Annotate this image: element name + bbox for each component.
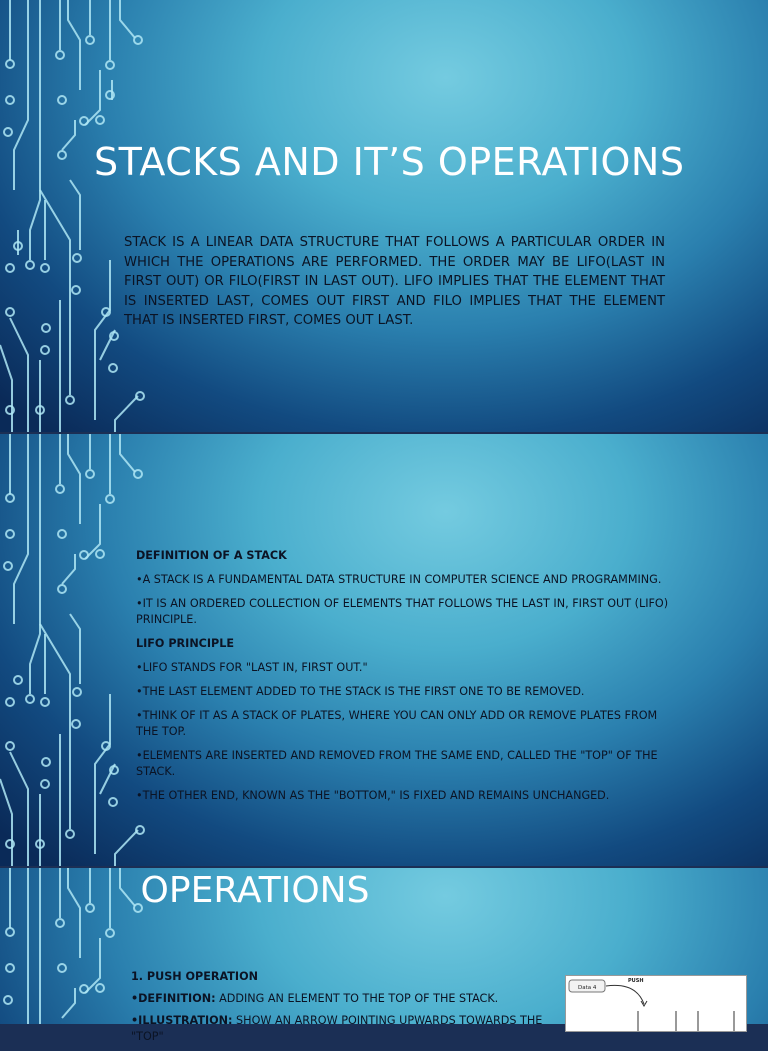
push-diagram-graphic — [566, 976, 746, 1031]
operations-body — [131, 969, 561, 1051]
bullet-item: •LIFO STANDS FOR "LAST IN, FIRST OUT." — [136, 661, 368, 674]
definition-label: •DEFINITION: — [131, 992, 216, 1005]
illustration-label: •ILLUSTRATION: — [131, 1014, 233, 1027]
slide-1 — [0, 0, 768, 432]
introduction-body — [136, 548, 676, 812]
diagram-push-label: PUSH — [628, 978, 644, 984]
diagram-data-label: Data 4 — [578, 985, 597, 991]
illustration-line — [131, 1013, 561, 1045]
slide-title: OPERATIONS — [140, 870, 370, 911]
bullet-item: •IT IS AN ORDERED COLLECTION OF ELEMENTS THAT FOLLOWS THE LAST IN, FIRST OUT (LIFO) PRINCIPLE. — [136, 597, 669, 626]
slide-paragraph: STACK IS A LINEAR DATA STRUCTURE THAT FOLLOWS A PARTICULAR ORDER IN WHICH THE OPERATIONS ARE PERFORMED. THE ORDER MAY BE LIFO(LAST IN FIRST OUT) OR FILO(FIRST IN LAST OUT). LIFO IMPLIES THAT THE ELEMENT THAT IS INSERTED LAST, COMES OUT FIRST AND FILO IMPLIES THAT THE ELEMENT THAT IS INSERTED FIRST, COMES OUT LAST. — [124, 235, 665, 329]
section-heading: 1. PUSH OPERATION — [131, 970, 258, 983]
circuit-decoration — [0, 0, 150, 432]
bullet-item: •THE OTHER END, KNOWN AS THE "BOTTOM," IS FIXED AND REMAINS UNCHANGED. — [136, 789, 610, 802]
circuit-decoration — [0, 868, 150, 1024]
circuit-decoration — [0, 434, 150, 866]
bullet-item: •THE LAST ELEMENT ADDED TO THE STACK IS THE FIRST ONE TO BE REMOVED. — [136, 685, 585, 698]
bullet-item: •A STACK IS A FUNDAMENTAL DATA STRUCTURE IN COMPUTER SCIENCE AND PROGRAMMING. — [136, 573, 662, 586]
definition-line — [131, 991, 561, 1007]
bullet-item: •THINK OF IT AS A STACK OF PLATES, WHERE YOU CAN ONLY ADD OR REMOVE PLATES FROM THE TOP. — [136, 709, 658, 738]
bullet-item: •ELEMENTS ARE INSERTED AND REMOVED FROM THE SAME END, CALLED THE "TOP" OF THE STACK. — [136, 749, 658, 778]
section-heading: DEFINITION OF A STACK — [136, 549, 287, 562]
slide-title: STACKS AND IT’S OPERATIONS — [94, 140, 685, 184]
illustration-text: SHOW AN ARROW POINTING UPWARDS TOWARDS THE "TOP" — [131, 1014, 543, 1043]
definition-text: ADDING AN ELEMENT TO THE TOP OF THE STACK. — [215, 992, 499, 1005]
section-heading: LIFO PRINCIPLE — [136, 637, 235, 650]
push-diagram — [565, 975, 747, 1032]
